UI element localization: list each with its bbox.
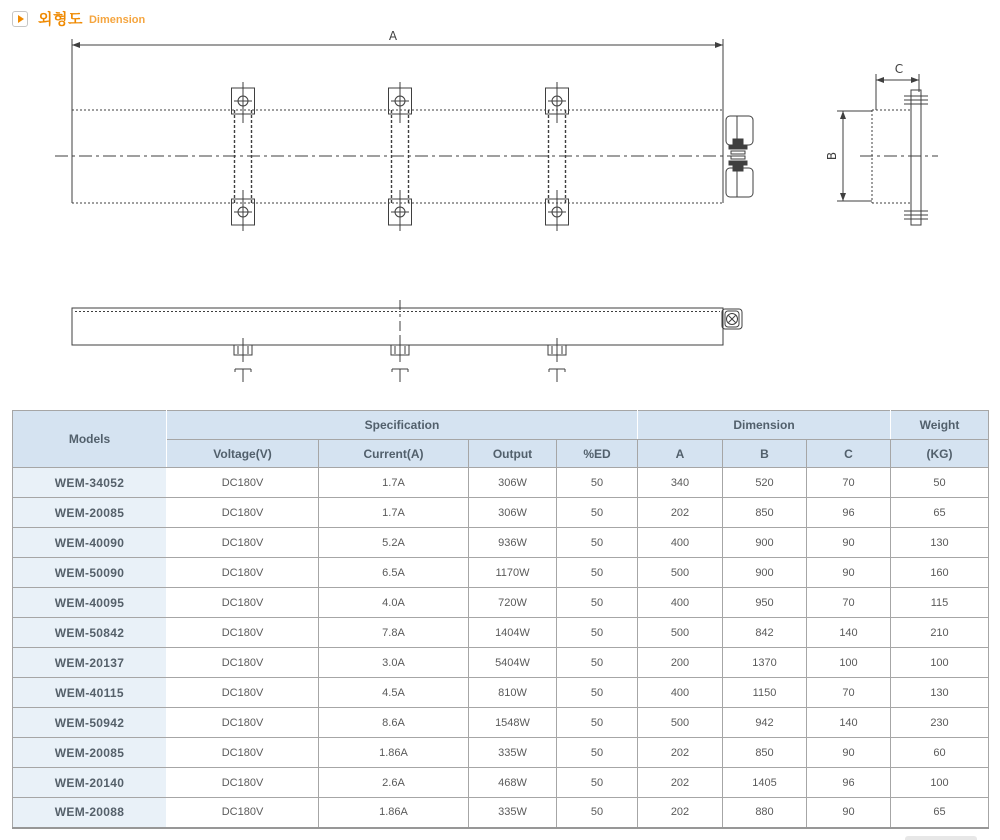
front-elevation-view xyxy=(72,300,742,382)
table-row xyxy=(13,648,989,678)
b-cell: 850 xyxy=(723,498,807,528)
model-cell: WEM-20137 xyxy=(13,648,167,678)
spec-table-body xyxy=(13,468,989,828)
play-arrow-icon xyxy=(12,11,28,27)
header-models: Models xyxy=(13,411,167,468)
c-cell: 90 xyxy=(807,528,891,558)
voltage-cell: DC180V xyxy=(167,708,319,738)
voltage-cell: DC180V xyxy=(167,498,319,528)
voltage-cell: DC180V xyxy=(167,768,319,798)
ed-cell: 50 xyxy=(557,468,638,498)
voltage-cell: DC180V xyxy=(167,798,319,828)
voltage-cell: DC180V xyxy=(167,648,319,678)
current-cell: 6.5A xyxy=(319,558,469,588)
voltage-cell: DC180V xyxy=(167,678,319,708)
voltage-cell: DC180V xyxy=(167,558,319,588)
kg-cell: 115 xyxy=(891,588,989,618)
table-row xyxy=(13,558,989,588)
output-cell: 335W xyxy=(469,738,557,768)
output-cell: 1404W xyxy=(469,618,557,648)
header-c: C xyxy=(807,440,891,468)
current-cell: 7.8A xyxy=(319,618,469,648)
table-row xyxy=(13,528,989,558)
output-cell: 936W xyxy=(469,528,557,558)
header-dimension: Dimension xyxy=(638,411,891,440)
kg-cell: 100 xyxy=(891,648,989,678)
output-cell: 306W xyxy=(469,498,557,528)
b-cell: 1370 xyxy=(723,648,807,678)
model-cell: WEM-20085 xyxy=(13,498,167,528)
top-plan-view xyxy=(55,29,753,231)
c-cell: 70 xyxy=(807,678,891,708)
c-cell: 96 xyxy=(807,768,891,798)
kg-cell: 230 xyxy=(891,708,989,738)
header-b: B xyxy=(723,440,807,468)
ed-cell: 50 xyxy=(557,588,638,618)
kg-cell: 210 xyxy=(891,618,989,648)
model-cell: WEM-50842 xyxy=(13,618,167,648)
section-title-korean: 외형도 xyxy=(38,11,83,28)
output-cell: 1170W xyxy=(469,558,557,588)
b-cell: 1405 xyxy=(723,768,807,798)
b-cell: 842 xyxy=(723,618,807,648)
dim-label-a: A xyxy=(388,29,398,43)
table-row xyxy=(13,468,989,498)
table-row xyxy=(13,738,989,768)
kg-cell: 60 xyxy=(891,738,989,768)
ed-cell: 50 xyxy=(557,498,638,528)
output-cell: 468W xyxy=(469,768,557,798)
c-cell: 90 xyxy=(807,738,891,768)
a-cell: 202 xyxy=(638,738,723,768)
current-cell: 5.2A xyxy=(319,528,469,558)
dim-label-c: C xyxy=(894,62,904,76)
header-output: Output xyxy=(469,440,557,468)
kg-cell: 65 xyxy=(891,498,989,528)
model-cell: WEM-34052 xyxy=(13,468,167,498)
kg-cell: 130 xyxy=(891,528,989,558)
connector-end-view xyxy=(722,309,742,329)
c-cell: 90 xyxy=(807,798,891,828)
table-row xyxy=(13,708,989,738)
current-cell: 3.0A xyxy=(319,648,469,678)
b-cell: 1150 xyxy=(723,678,807,708)
voltage-cell: DC180V xyxy=(167,588,319,618)
current-cell: 1.7A xyxy=(319,468,469,498)
output-cell: 335W xyxy=(469,798,557,828)
a-cell: 500 xyxy=(638,558,723,588)
b-cell: 520 xyxy=(723,468,807,498)
ed-cell: 50 xyxy=(557,798,638,828)
table-row xyxy=(13,618,989,648)
dim-label-b: B xyxy=(825,151,839,161)
ed-cell: 50 xyxy=(557,558,638,588)
header-specification: Specification xyxy=(167,411,638,440)
table-row xyxy=(13,498,989,528)
c-cell: 70 xyxy=(807,588,891,618)
a-cell: 200 xyxy=(638,648,723,678)
current-cell: 4.0A xyxy=(319,588,469,618)
a-cell: 400 xyxy=(638,678,723,708)
a-cell: 500 xyxy=(638,708,723,738)
b-cell: 900 xyxy=(723,528,807,558)
b-cell: 880 xyxy=(723,798,807,828)
c-cell: 140 xyxy=(807,618,891,648)
output-cell: 5404W xyxy=(469,648,557,678)
kg-cell: 50 xyxy=(891,468,989,498)
kg-cell: 160 xyxy=(891,558,989,588)
current-cell: 8.6A xyxy=(319,708,469,738)
header-voltage: Voltage(V) xyxy=(167,440,319,468)
output-cell: 1548W xyxy=(469,708,557,738)
c-cell: 90 xyxy=(807,558,891,588)
c-cell: 96 xyxy=(807,498,891,528)
header-current: Current(A) xyxy=(319,440,469,468)
header-a: A xyxy=(638,440,723,468)
c-cell: 100 xyxy=(807,648,891,678)
model-cell: WEM-50090 xyxy=(13,558,167,588)
output-cell: 720W xyxy=(469,588,557,618)
section-header xyxy=(12,8,145,29)
model-cell: WEM-40095 xyxy=(13,588,167,618)
current-cell: 1.86A xyxy=(319,798,469,828)
current-cell: 1.7A xyxy=(319,498,469,528)
kg-cell: 100 xyxy=(891,768,989,798)
table-row xyxy=(13,798,989,828)
table-row xyxy=(13,768,989,798)
output-cell: 306W xyxy=(469,468,557,498)
header-weight: Weight xyxy=(891,411,989,440)
current-cell: 4.5A xyxy=(319,678,469,708)
c-cell: 140 xyxy=(807,708,891,738)
current-cell: 1.86A xyxy=(319,738,469,768)
ed-cell: 50 xyxy=(557,528,638,558)
voltage-cell: DC180V xyxy=(167,738,319,768)
b-cell: 950 xyxy=(723,588,807,618)
ed-cell: 50 xyxy=(557,678,638,708)
voltage-cell: DC180V xyxy=(167,528,319,558)
model-cell: WEM-50942 xyxy=(13,708,167,738)
ed-cell: 50 xyxy=(557,708,638,738)
model-cell: WEM-20088 xyxy=(13,798,167,828)
side-end-view xyxy=(825,62,938,225)
specification-table xyxy=(12,410,989,829)
kg-cell: 65 xyxy=(891,798,989,828)
b-cell: 900 xyxy=(723,558,807,588)
ed-cell: 50 xyxy=(557,738,638,768)
model-cell: WEM-40090 xyxy=(13,528,167,558)
header-kg: (KG) xyxy=(891,440,989,468)
table-row xyxy=(13,588,989,618)
model-cell: WEM-20140 xyxy=(13,768,167,798)
current-cell: 2.6A xyxy=(319,768,469,798)
b-cell: 942 xyxy=(723,708,807,738)
b-cell: 850 xyxy=(723,738,807,768)
voltage-cell: DC180V xyxy=(167,468,319,498)
c-cell: 70 xyxy=(807,468,891,498)
a-cell: 400 xyxy=(638,588,723,618)
a-cell: 500 xyxy=(638,618,723,648)
a-cell: 202 xyxy=(638,798,723,828)
output-cell: 810W xyxy=(469,678,557,708)
ed-cell: 50 xyxy=(557,618,638,648)
section-title-english: Dimension xyxy=(88,14,146,26)
model-cell: WEM-40115 xyxy=(13,678,167,708)
ed-cell: 50 xyxy=(557,648,638,678)
dimension-drawing xyxy=(0,28,1000,406)
a-cell: 202 xyxy=(638,768,723,798)
header-ed: %ED xyxy=(557,440,638,468)
a-cell: 202 xyxy=(638,498,723,528)
partial-bottom-element xyxy=(905,836,977,840)
kg-cell: 130 xyxy=(891,678,989,708)
voltage-cell: DC180V xyxy=(167,618,319,648)
table-row xyxy=(13,678,989,708)
a-cell: 400 xyxy=(638,528,723,558)
a-cell: 340 xyxy=(638,468,723,498)
model-cell: WEM-20085 xyxy=(13,738,167,768)
ed-cell: 50 xyxy=(557,768,638,798)
